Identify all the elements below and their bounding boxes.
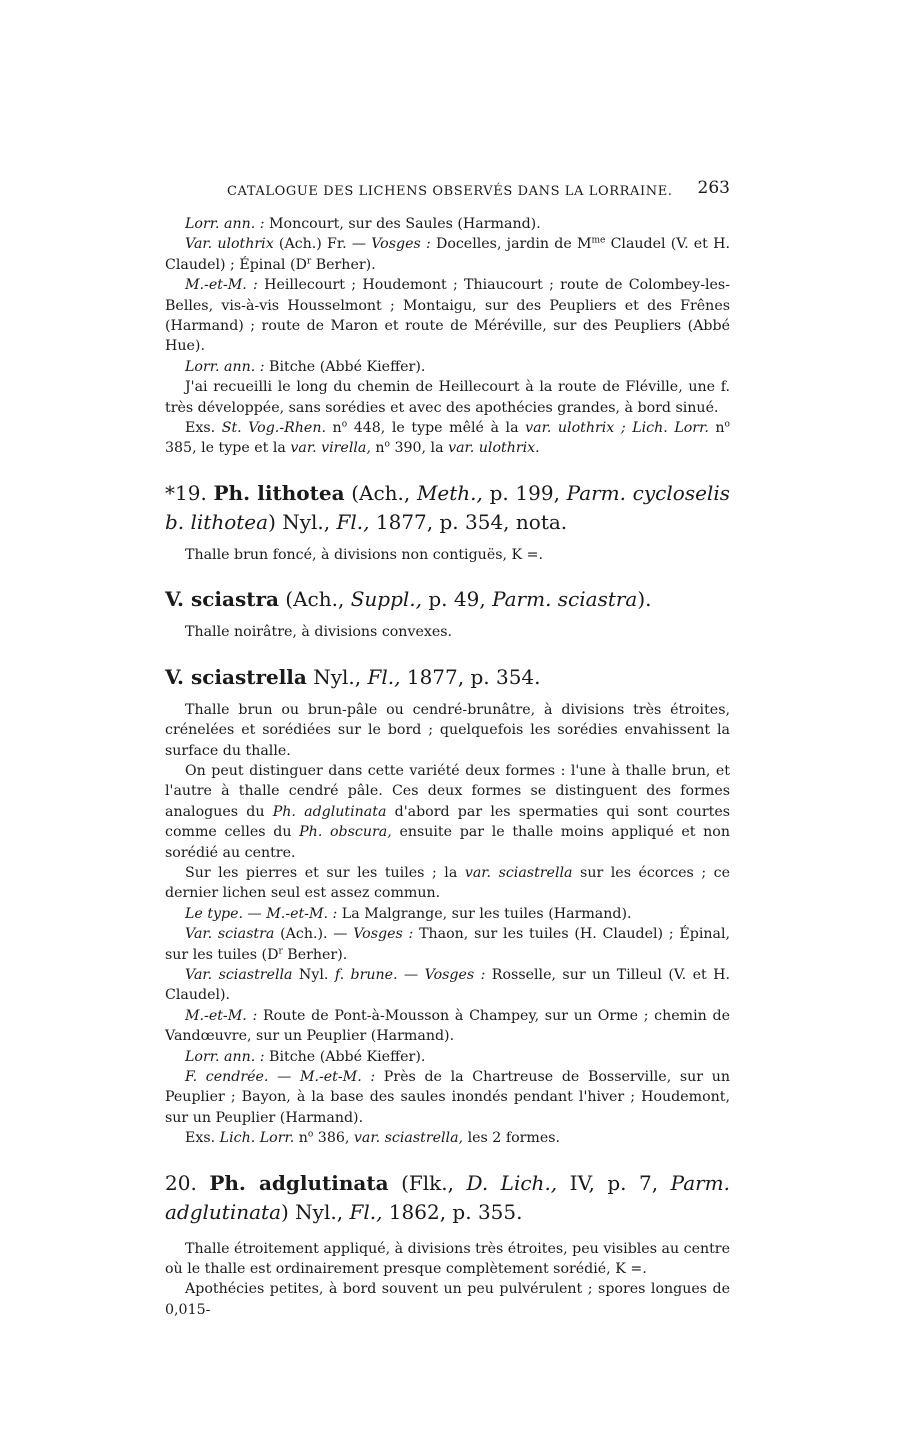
paragraph <box>165 214 730 234</box>
spacer <box>165 459 730 479</box>
text-run: Bitche (Abbé Kieffer). <box>264 1048 426 1065</box>
text-run: Exs. <box>185 420 222 437</box>
text-run: Nyl. <box>292 966 335 983</box>
italic-text: Var. ulothrix <box>185 236 274 253</box>
text-run: n <box>294 1130 308 1147</box>
text-run: (Flk., <box>388 1170 467 1195</box>
text-run: n <box>708 420 725 437</box>
taxon-name: Ph. lithotea <box>213 480 345 505</box>
text-run: Berher). <box>311 256 376 273</box>
text-run: Exs. <box>185 1130 220 1147</box>
text-run: On peut distinguer dans cette variété deux formes : l'une à thalle brun, et l'autre à thalle cendré pâle. Ces deux formes se distinguent des formes analogues du <box>165 762 730 820</box>
species-heading <box>165 663 730 692</box>
text-run: Moncourt, sur des Saules (Harmand). <box>269 216 541 232</box>
paragraph <box>165 234 730 275</box>
paragraph <box>165 924 730 965</box>
text-run: J'ai recueilli le long du chemin de Heillecourt à la route de Fléville, une f. très développée, sans sorédies et avec des apothécies grandes, à bord sinué. <box>165 379 730 416</box>
text-run: *19. <box>165 480 214 505</box>
text-run: ensuite par le thalle moins appliqué et non sorédié au centre. <box>165 824 730 861</box>
text-run: p. 49, <box>422 587 493 612</box>
running-title: CATALOGUE DES LICHENS OBSERVÉS DANS LA LORRAINE. <box>227 184 673 199</box>
paragraph <box>165 418 730 459</box>
paragraph <box>165 1279 730 1320</box>
text-run: 20. <box>165 1170 210 1195</box>
italic-text: var. sciastrella, <box>353 1130 464 1147</box>
superscript: r <box>306 256 312 267</box>
text-run: IV, p. 7, <box>557 1170 671 1195</box>
paragraph <box>165 377 730 418</box>
paragraph <box>165 275 730 357</box>
text-run: Sur les pierres et sur les tuiles ; la <box>185 864 465 881</box>
paragraph <box>165 622 730 642</box>
text-run: 1862, p. 355. <box>382 1199 523 1224</box>
italic-text: Fl., <box>336 509 370 534</box>
italic-text: var. virella, <box>290 440 371 457</box>
text-run: Rosselle, sur un Tilleul (V. et H. Claudel). <box>165 966 730 1004</box>
paragraph <box>165 1239 730 1280</box>
italic-text: Lich. Lorr. <box>219 1130 295 1147</box>
text-run: Docelles, jardin de M <box>430 236 592 253</box>
italic-text: Le type. — M.-et-M. : <box>185 905 338 922</box>
text-run: 1877, p. 354, nota. <box>369 509 568 534</box>
running-header <box>165 178 730 202</box>
text-run: Thalle étroitement appliqué, à divisions très étroites, peu visibles au centre où le thalle est ordinairement presque complètement sorédié, K =. <box>165 1240 730 1278</box>
spacer <box>165 614 730 622</box>
italic-text: Var. sciastra <box>185 926 275 943</box>
taxon-name: V. sciastra <box>165 587 279 612</box>
text-run: Apothécies petites, à bord souvent un peu pulvérulent ; spores longues de 0,015- <box>165 1281 730 1318</box>
italic-text: Ph. obscura, <box>299 824 392 841</box>
italic-text: var. sciastrella <box>464 864 573 881</box>
spacer <box>165 643 730 663</box>
italic-text: Fl., <box>349 1199 383 1224</box>
italic-text: Ph. adglutinata <box>272 803 387 820</box>
text-run: (Ach., <box>344 480 417 505</box>
superscript: r <box>278 945 283 956</box>
paragraph <box>165 1047 730 1067</box>
paragraph <box>165 700 730 761</box>
paragraph <box>165 965 730 1006</box>
italic-text: Parm. sciastra <box>492 587 638 612</box>
paragraph <box>165 545 730 565</box>
text-run: Thalle noirâtre, à divisions convexes. <box>185 624 453 641</box>
text-run: Nyl., <box>306 664 368 689</box>
text-run: 1877, p. 354. <box>400 664 541 689</box>
paragraph <box>165 904 730 924</box>
italic-text: var. ulothrix ; Lich. Lorr. <box>525 420 709 437</box>
text-run: Thalle brun foncé, à divisions non contiguës, K =. <box>185 546 544 563</box>
species-heading <box>165 1169 730 1227</box>
text-run: ) Nyl., <box>281 1199 350 1224</box>
text-run: n <box>325 420 342 437</box>
taxon-name: Ph. adglutinata <box>209 1170 389 1195</box>
superscript: o <box>307 1129 314 1140</box>
italic-text: Parm. cycloselis b. lithotea <box>165 480 730 534</box>
text-run: Thaon, sur les tuiles (H. Claudel) ; Épinal, sur les tuiles (D <box>165 926 730 963</box>
superscript: o <box>724 419 730 430</box>
italic-text: Meth., <box>416 480 483 505</box>
italic-text: f. brune. — Vosges : <box>334 966 486 983</box>
text-run: Claudel (V. et H. Claudel) ; Épinal (D <box>165 236 730 273</box>
superscript: o <box>341 419 348 430</box>
spacer <box>165 537 730 545</box>
italic-text: Lorr. ann. : <box>185 216 270 232</box>
text-run: ). <box>637 587 652 612</box>
page-number: 263 <box>697 178 730 198</box>
spacer <box>165 1149 730 1169</box>
italic-text: Vosges : <box>353 926 414 943</box>
text-run: d'abord par les spermaties qui sont courtes comme celles du <box>165 803 731 841</box>
italic-text: Parm. adglutinata <box>165 1170 731 1224</box>
text-run: (Ach.) Fr. — <box>273 236 372 253</box>
paragraph <box>165 761 730 863</box>
italic-text: F. cendrée. — M.-et-M. : <box>185 1069 376 1085</box>
italic-text: M.-et-M. : <box>185 277 258 294</box>
paragraph <box>165 1128 730 1148</box>
superscript: o <box>384 439 390 450</box>
italic-text: Lorr. ann. : <box>185 358 265 375</box>
superscript: me <box>591 235 606 246</box>
text-run: 386, <box>313 1130 354 1147</box>
paragraph <box>165 863 730 904</box>
text-run: La Malgrange, sur les tuiles (Harmand). <box>337 905 632 922</box>
text-run: Route de Pont-à-Mousson à Champey, sur un Orme ; chemin de Vandœuvre, sur un Peuplier (Harmand). <box>165 1007 730 1045</box>
text-run: 390, la <box>389 440 449 457</box>
italic-text: D. Lich., <box>466 1170 558 1195</box>
text-run: Thalle brun ou brun-pâle ou cendré-brunâtre, à divisions très étroites, crénelées et sorédiées sur le bord ; quelquefois les sorédies envahissent la surface du thalle. <box>165 701 730 759</box>
taxon-name: V. sciastrella <box>165 664 307 689</box>
italic-text: Vosges : <box>371 236 431 253</box>
text-run: Près de la Chartreuse de Bosserville, sur un Peuplier ; Bayon, à la base des saules inondés pendant l'hiver ; Houdemont, sur un Peuplier (Harmand). <box>165 1069 730 1126</box>
text-run: (Ach.). — <box>274 926 354 943</box>
paragraph <box>165 357 730 377</box>
spacer <box>165 565 730 585</box>
species-heading <box>165 479 730 537</box>
italic-text: Lorr. ann. : <box>185 1048 265 1065</box>
spacer <box>165 1227 730 1239</box>
species-heading <box>165 585 730 614</box>
italic-text: Suppl., <box>350 587 423 612</box>
spacer <box>165 692 730 700</box>
text-run: 448, le type mêlé à la <box>347 420 526 437</box>
italic-text: M.-et-M. : <box>185 1007 258 1024</box>
text-run: sur les écorces ; ce dernier lichen seul est assez commun. <box>165 864 731 902</box>
text-run: (Ach., <box>278 587 351 612</box>
paragraph <box>165 1006 730 1047</box>
text-run: ) Nyl., <box>268 509 337 534</box>
page-body <box>165 214 730 1320</box>
text-run: n <box>370 440 385 457</box>
text-run: Heillecourt ; Houdemont ; Thiaucourt ; route de Colombey-les-Belles, vis-à-vis Housselmont ; Montaigu, sur des Peupliers et des Frênes (Harmand) ; route de Maron et route de Méréville, sur des Peupliers (Abbé Hue). <box>165 277 730 355</box>
text-run: Bitche (Abbé Kieffer). <box>264 358 426 375</box>
italic-text: St. Vog.-Rhen. <box>221 420 326 437</box>
text-run: les 2 formes. <box>463 1130 561 1147</box>
italic-text: Fl., <box>367 664 401 689</box>
text-run: p. 199, <box>482 480 567 505</box>
italic-text: Var. sciastrella <box>185 966 293 983</box>
paragraph <box>165 1067 730 1128</box>
italic-text: var. ulothrix. <box>448 440 540 457</box>
text-run: 385, le type et la <box>165 440 291 457</box>
text-run: Berher). <box>282 946 348 963</box>
